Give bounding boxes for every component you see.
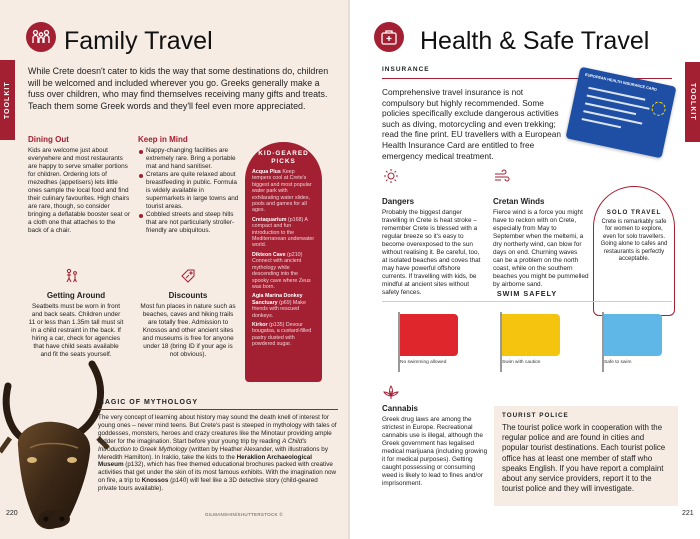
getting-around-heading: Getting Around — [46, 291, 106, 300]
dining-body: Kids are welcome just about everywhere and most restaurants are happy to serve smaller portions for children. Ordering lots of mezedhes (appetisers) lets little ones sample the local food and find their culinary favourites. High chairs are rare, though, so consider bringing a deflatable booster seat or a cloth one that attaches to the back of a chair. — [28, 147, 130, 234]
discounts-section — [138, 291, 238, 359]
mythology-body — [98, 414, 338, 493]
kid-pick-text: (p168) A compact and fun introduction to the Mediterranean underwater world. — [252, 216, 315, 249]
dining-heading: Dining Out — [28, 135, 69, 144]
keep-item: Nappy-changing facilities are extremely rare. Bring a portable mat and hand sanitiser. — [138, 147, 243, 171]
myth-text: The very concept of learning about history may sound the death knell of interest for young ones – never mind teens. But Crete's past is steeped in mythology with tales of goddesses, monsters, heroes and crazy creatures like the Minotaur providing ample fodder for the imagination. Start before your young trip by reading — [98, 414, 337, 445]
winds-section — [493, 197, 589, 289]
flag-label: No swimming allowed — [400, 360, 447, 365]
kid-pick-entry — [252, 293, 315, 319]
flag-cloth — [502, 314, 560, 356]
discounts-heading: Discounts — [168, 291, 208, 300]
kid-picks-title-2: PICKS — [271, 158, 296, 165]
dining-section — [28, 135, 130, 235]
keep-section — [138, 135, 243, 235]
myth-text: (written by Heather Alexander, with illustrations by Meredith Hamilton). In Iraklio, take the kids to the — [98, 445, 328, 461]
winds-body: Fierce wind is a force you might have to reckon with on Crete, especially from May to September when the meltemi, a dry northerly wind, can blow for days on end. Churning waves can be a problem on the north coast, while on the southern beaches you might be pummelled by airborne sand. — [493, 209, 589, 288]
police-body: The tourist police work in cooperation with the regular police and are found in cities and popular tourist destinations. Each tourist police office has at least one member of staff who speaks English. If you have report a complaint about any service providers, report it to the tourist police and they will investigate. — [502, 423, 666, 494]
dangers-body: Probably the biggest danger travelling in Crete is heat stroke – remember Crete is blessed with a regular breeze so it's easy to become overexposed to the sun without realising it. Be careful, too, at isolated beaches and coves that may have powerful offshore currents. If travelling with kids, be mindful at ancient sites without safety fences. — [382, 209, 481, 296]
insurance-heading: INSURANCE — [382, 66, 430, 73]
kid-pick-name: Acqua Plus — [252, 169, 281, 175]
intro-text: While Crete doesn't cater to kids the way that some destinations do, children will be welcomed and included wherever you go. Greeks generally make a fuss over children, who may find themselves receiving many gifts and treats. Teach them some Greek words and they'll feel even more appreciated. — [28, 66, 329, 111]
kid-pick-text: (p135) Devour bougatsa, a custard-filled pastry dusted with powdered sugar. — [252, 321, 312, 348]
flag-label: Safe to swim — [604, 360, 632, 365]
solo-title: SOLO TRAVEL — [606, 209, 662, 216]
mythology-divider — [98, 409, 338, 410]
sun-heat-icon — [383, 168, 399, 184]
wind-icon — [494, 168, 510, 184]
tourist-police-box — [494, 406, 678, 506]
flag-cloth — [400, 314, 458, 356]
page-number-right: 221 — [682, 510, 694, 517]
keep-item: Cobbled streets and steep hills that are not particularly stroller-friendly are ubiquitous. — [138, 211, 243, 235]
page-number-left: 220 — [6, 510, 18, 517]
kid-picks-box — [245, 142, 322, 382]
kid-picks-title: KID-GEARED — [258, 150, 309, 157]
keep-heading: Keep in Mind — [138, 135, 188, 144]
flag-cloth — [604, 314, 662, 356]
page-title-left: Family Travel — [64, 27, 213, 55]
toolkit-tab-right: TOOLKIT — [685, 62, 700, 142]
card-title: EUROPEAN HEALTH INSURANCE CARD — [584, 72, 658, 92]
photo-credit: GILMANSHIN/SHUTTERSTOCK © — [205, 512, 283, 517]
police-title: TOURIST POLICE — [502, 412, 569, 419]
dangers-heading: Dangers — [382, 197, 415, 206]
getting-around-section — [28, 291, 124, 359]
myth-knossos: Knossos — [141, 477, 169, 485]
mythology-title: MAGIC OF MYTHOLOGY — [98, 399, 199, 406]
kid-pick-text: Keep tempers cool at Crete's biggest and most popular water park with exhilarating water slides, pools and games for all ages. — [252, 169, 312, 214]
kid-pick-name: Agia Marina Donkey Sanctuary — [252, 293, 303, 306]
keep-item: Cretans are quite relaxed about breastfeeding in public. Formula is widely available in supermarkets in large towns and tourist areas. — [138, 171, 243, 211]
kid-pick-text: (p210) Connect with ancient mythology while descending into the spooky cave where Zeus was born. — [252, 251, 311, 290]
swim-divider — [382, 301, 672, 302]
cannabis-leaf-icon — [383, 385, 399, 401]
kid-pick-entry — [252, 322, 315, 348]
myth-museum: Heraklion Archaeological Museum — [98, 453, 312, 469]
cannabis-section — [382, 404, 488, 488]
winds-heading: Cretan Winds — [493, 197, 545, 206]
swim-title: SWIM SAFELY — [496, 289, 558, 298]
kid-pick-text: (p69) Make friends with rescued donkeys. — [252, 299, 306, 319]
kid-pick-name: Kirkor — [252, 321, 268, 328]
cannabis-body: Greek drug laws are among the strictest in Europe. Recreational cannabis use is illegal, although the Greek government has legalised medical marijuana (including growing it for medical purposes). Getting caught possessing or consuming weed is likely to lead to fines and/or imprisonment. — [382, 416, 488, 487]
discounts-body: Most fun places in nature such as beaches, caves and hiking trails are totally free. Admission to Knossos and other ancient sites and museums is free for anyone under 18 (bring ID if your age is not obvious). — [140, 303, 236, 358]
medical-icon — [374, 22, 404, 52]
kid-pick-name: Dikteon Cave — [252, 251, 286, 258]
kid-pick-entry — [252, 217, 315, 249]
discount-tag-icon — [180, 268, 196, 284]
getting-around-body: Seatbelts must be worn in front and back seats. Children under 11 or less than 1.35m tall must sit in a child restraint in the back. If hiring a car, check for agencies that have child seats available and fit the seats yourself. — [28, 303, 124, 358]
family-walk-icon — [64, 268, 80, 284]
insurance-body: Comprehensive travel insurance is not compulsory but highly recommended. Some policies specifically exclude dangerous activities such as diving, motorcycling and even trekking; read the fine print. EU travellers with a European Health Insurance Card are entitled to free emergency medical treatment. — [382, 87, 561, 161]
family-icon — [26, 22, 56, 52]
solo-body: Crete is remarkably safe for women to explore, even for solo travellers. Going alone to cafes and restaurants is perfectly acceptable. — [600, 219, 668, 263]
mythology-section — [98, 399, 338, 493]
myth-book-title: A Child's Introduction to Greek Mythology — [98, 437, 307, 453]
toolkit-tab-left: TOOLKIT — [0, 60, 15, 140]
kid-pick-entry — [252, 252, 315, 290]
page-title-right: Health & Safe Travel — [420, 27, 650, 55]
kid-pick-entry — [252, 169, 315, 214]
flag-label: Swim with caution — [502, 360, 541, 365]
myth-text: (p132), which has free themed educational brochures packed with creative activities that get under the skin of its most famous exhibits. With the imagination now on fire, a trip to — [98, 461, 336, 485]
myth-text: (p140) will feel like a 3D detective story (child-geared private tours available). — [98, 477, 318, 493]
kid-pick-name: Cretaquarium — [252, 216, 287, 223]
dangers-section — [382, 197, 486, 297]
cannabis-heading: Cannabis — [382, 404, 419, 413]
